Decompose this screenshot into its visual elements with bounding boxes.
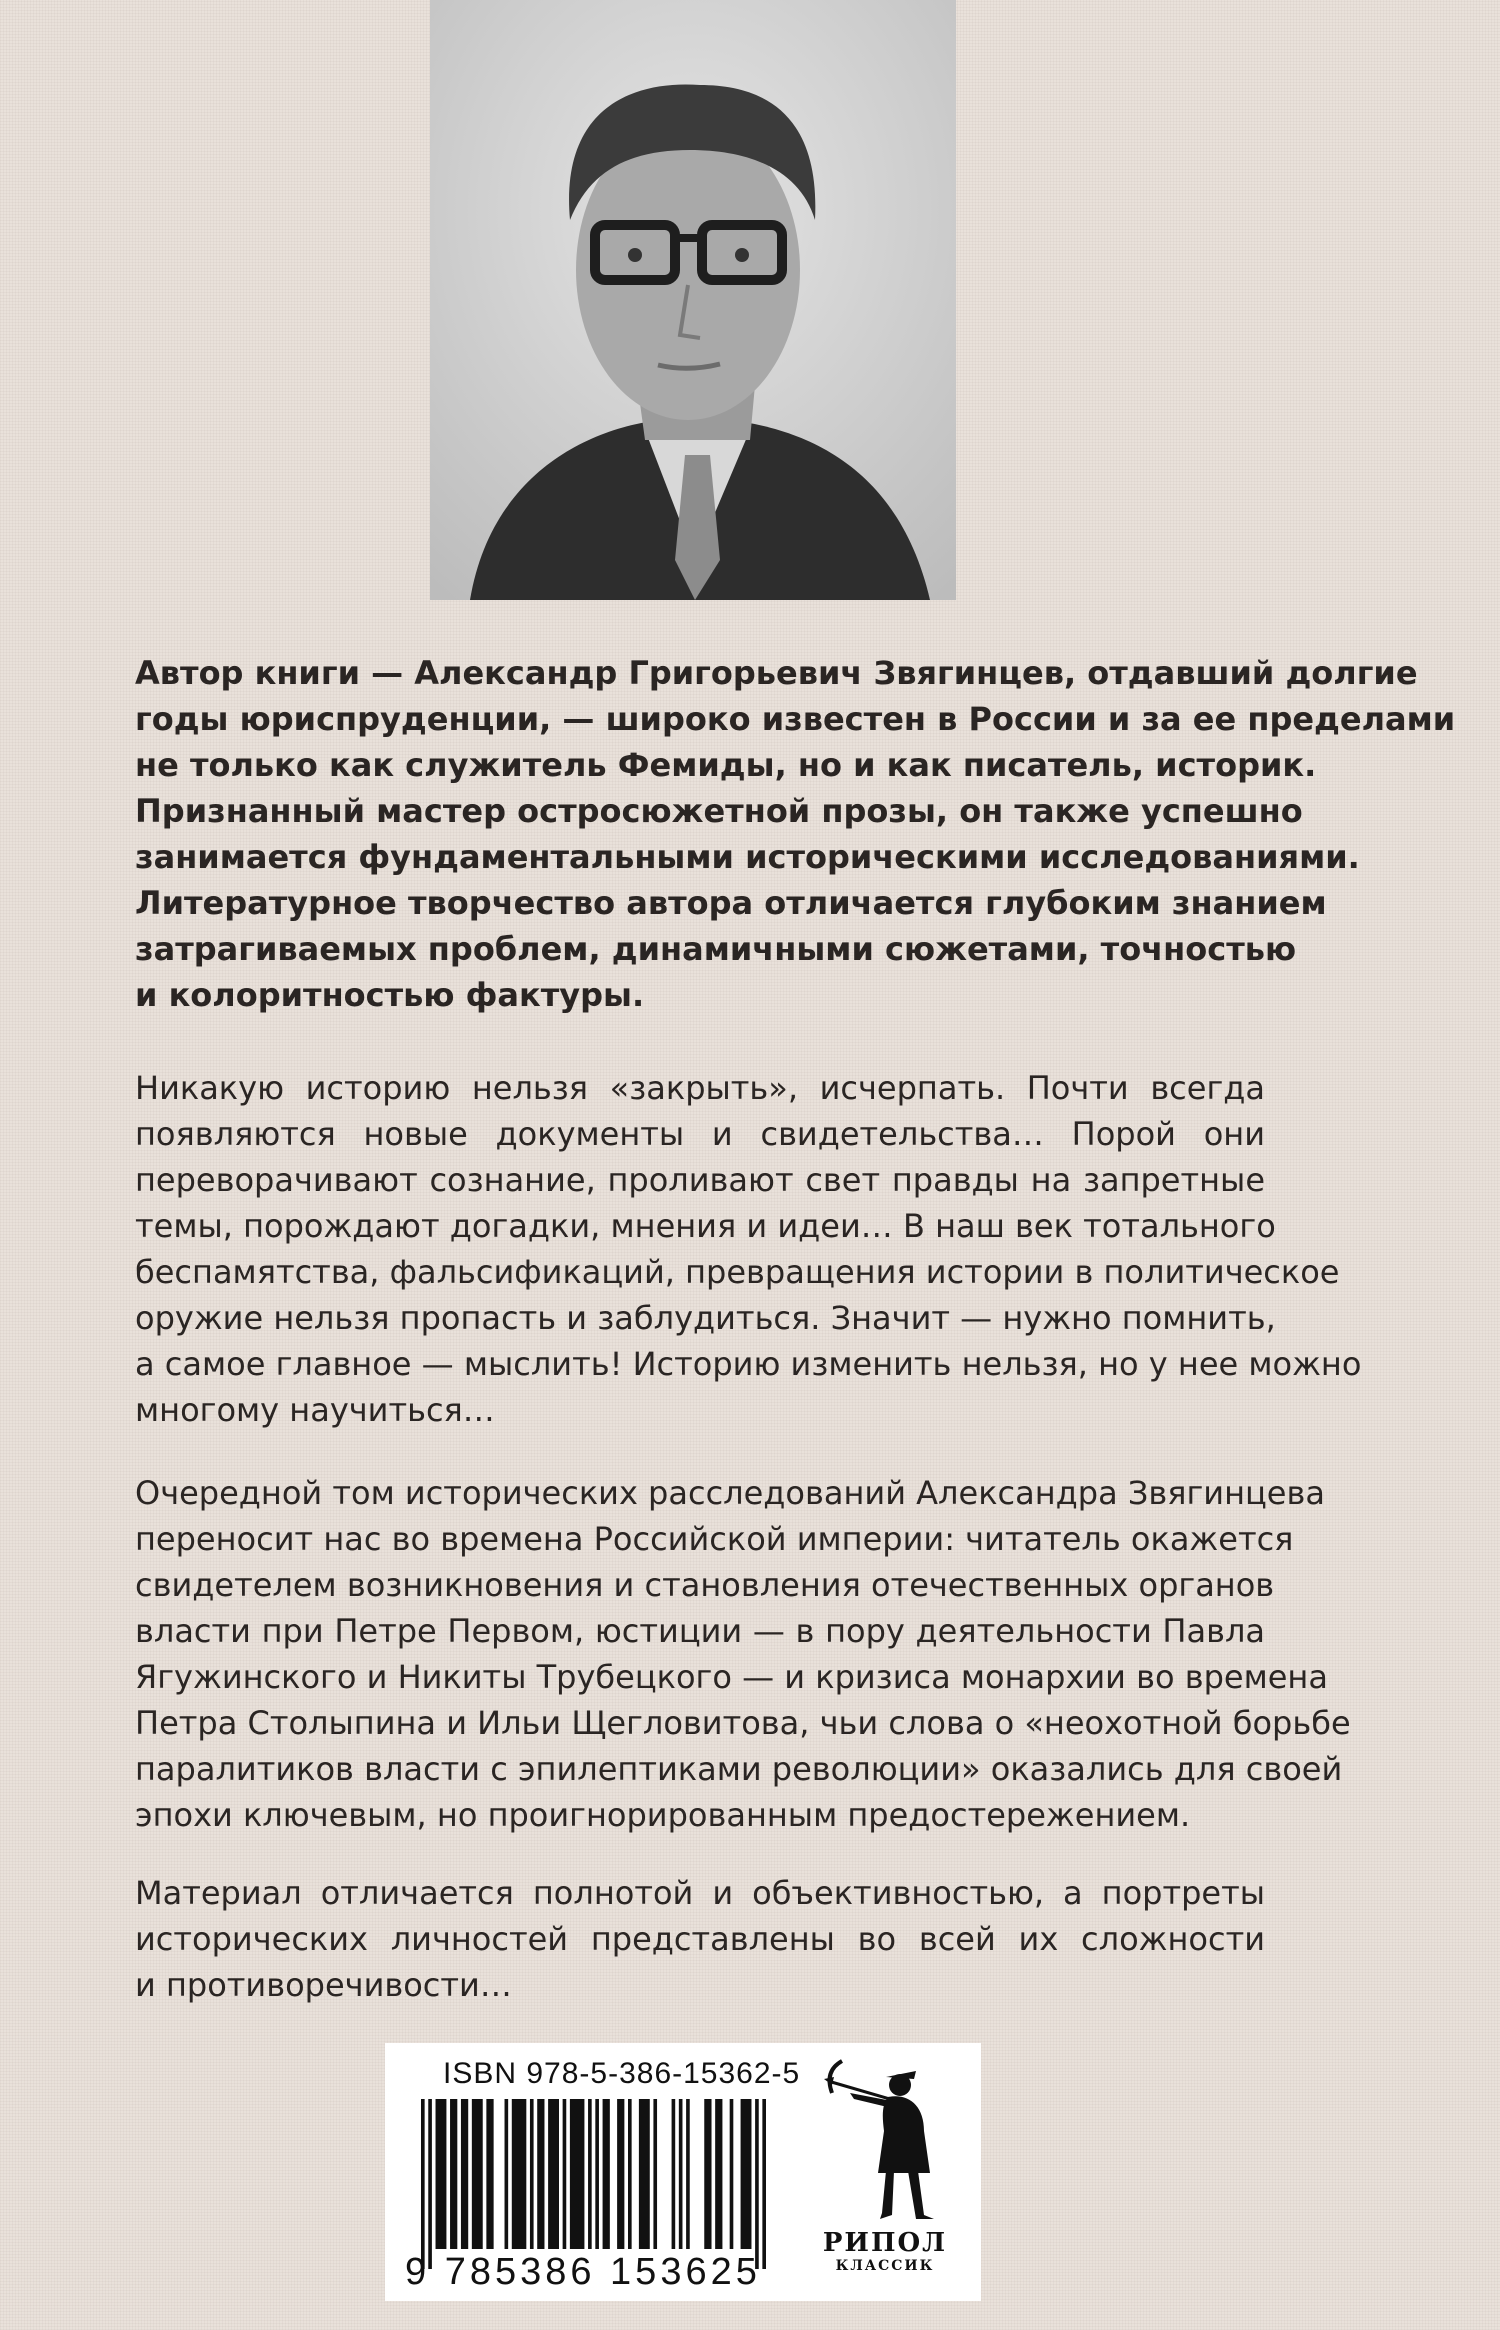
text-line: Петра Столыпина и Ильи Щегловитова, чьи слова о «неохотной борьбе — [135, 1704, 1351, 1742]
publisher-logo — [795, 2053, 975, 2293]
text-line: эпохи ключевым, но проигнорированным предостережением. — [135, 1796, 1191, 1834]
text-line: темы, порождают догадки, мнения и идеи… В наш век тотального — [135, 1207, 1276, 1245]
bio-line: не только как служитель Фемиды, но и как писатель, историк. — [135, 746, 1317, 784]
text-line: Никакую историю нельзя «закрыть», исчерпать. Почти всегда — [135, 1069, 1265, 1107]
bio-line: годы юриспруденции, — широко известен в России и за ее пределами — [135, 700, 1456, 738]
text-line: а самое главное — мыслить! Историю изменить нельзя, но у нее можно — [135, 1345, 1362, 1383]
text-line: и противоречивости… — [135, 1966, 512, 2004]
text-line: исторических личностей представлены во всей их сложности — [135, 1920, 1265, 1958]
bio-line: и колоритностью фактуры. — [135, 976, 645, 1014]
bio-line: занимается фундаментальными историческими исследованиями. — [135, 838, 1360, 876]
text-line: многому научиться… — [135, 1391, 495, 1429]
barcode-panel — [385, 2043, 981, 2301]
text-line: переворачивают сознание, проливают свет правды на запретные — [135, 1161, 1265, 1199]
text-line: Ягужинского и Никиты Трубецкого — и кризиса монархии во времена — [135, 1658, 1328, 1696]
author-bio — [135, 650, 1456, 1018]
bio-line: Автор книги — Александр Григорьевич Звягинцев, отдавший долгие — [135, 654, 1418, 692]
publisher-sub: КЛАССИК — [835, 2258, 935, 2274]
barcode — [421, 2099, 766, 2269]
publisher-name: РИПОЛ — [822, 2228, 948, 2258]
text-line: Материал отличается полнотой и объективностью, а портреты — [135, 1874, 1265, 1912]
text-line: беспамятства, фальсификаций, превращения истории в политическое — [135, 1253, 1340, 1291]
text-line: Очередной том исторических расследований Александра Звягинцева — [135, 1474, 1325, 1512]
paragraph-material — [135, 1870, 1265, 2008]
text-line: власти при Петре Первом, юстиции — в пору деятельности Павла — [135, 1612, 1265, 1650]
bio-line: Признанный мастер остросюжетной прозы, он также успешно — [135, 792, 1303, 830]
paragraph-history — [135, 1065, 1362, 1433]
author-photo — [430, 0, 956, 600]
text-line: переносит нас во времена Российской империи: читатель окажется — [135, 1520, 1294, 1558]
bio-line: Литературное творчество автора отличается глубоким знанием — [135, 884, 1327, 922]
barcode-digits: 9 785386 153625 — [405, 2251, 761, 2293]
text-line: появляются новые документы и свидетельства… Порой они — [135, 1115, 1265, 1153]
bio-line: затрагиваемых проблем, динамичными сюжетами, точностью — [135, 930, 1297, 968]
text-line: паралитиков власти с эпилептиками революции» оказались для своей — [135, 1750, 1343, 1788]
isbn-label: ISBN 978-5-386-15362-5 — [443, 2057, 801, 2090]
paragraph-volume — [135, 1470, 1351, 1838]
archer-logo-icon — [820, 2053, 950, 2228]
text-line: свидетелем возникновения и становления отечественных органов — [135, 1566, 1275, 1604]
text-line: оружие нельзя пропасть и заблудиться. Значит — нужно помнить, — [135, 1299, 1276, 1337]
